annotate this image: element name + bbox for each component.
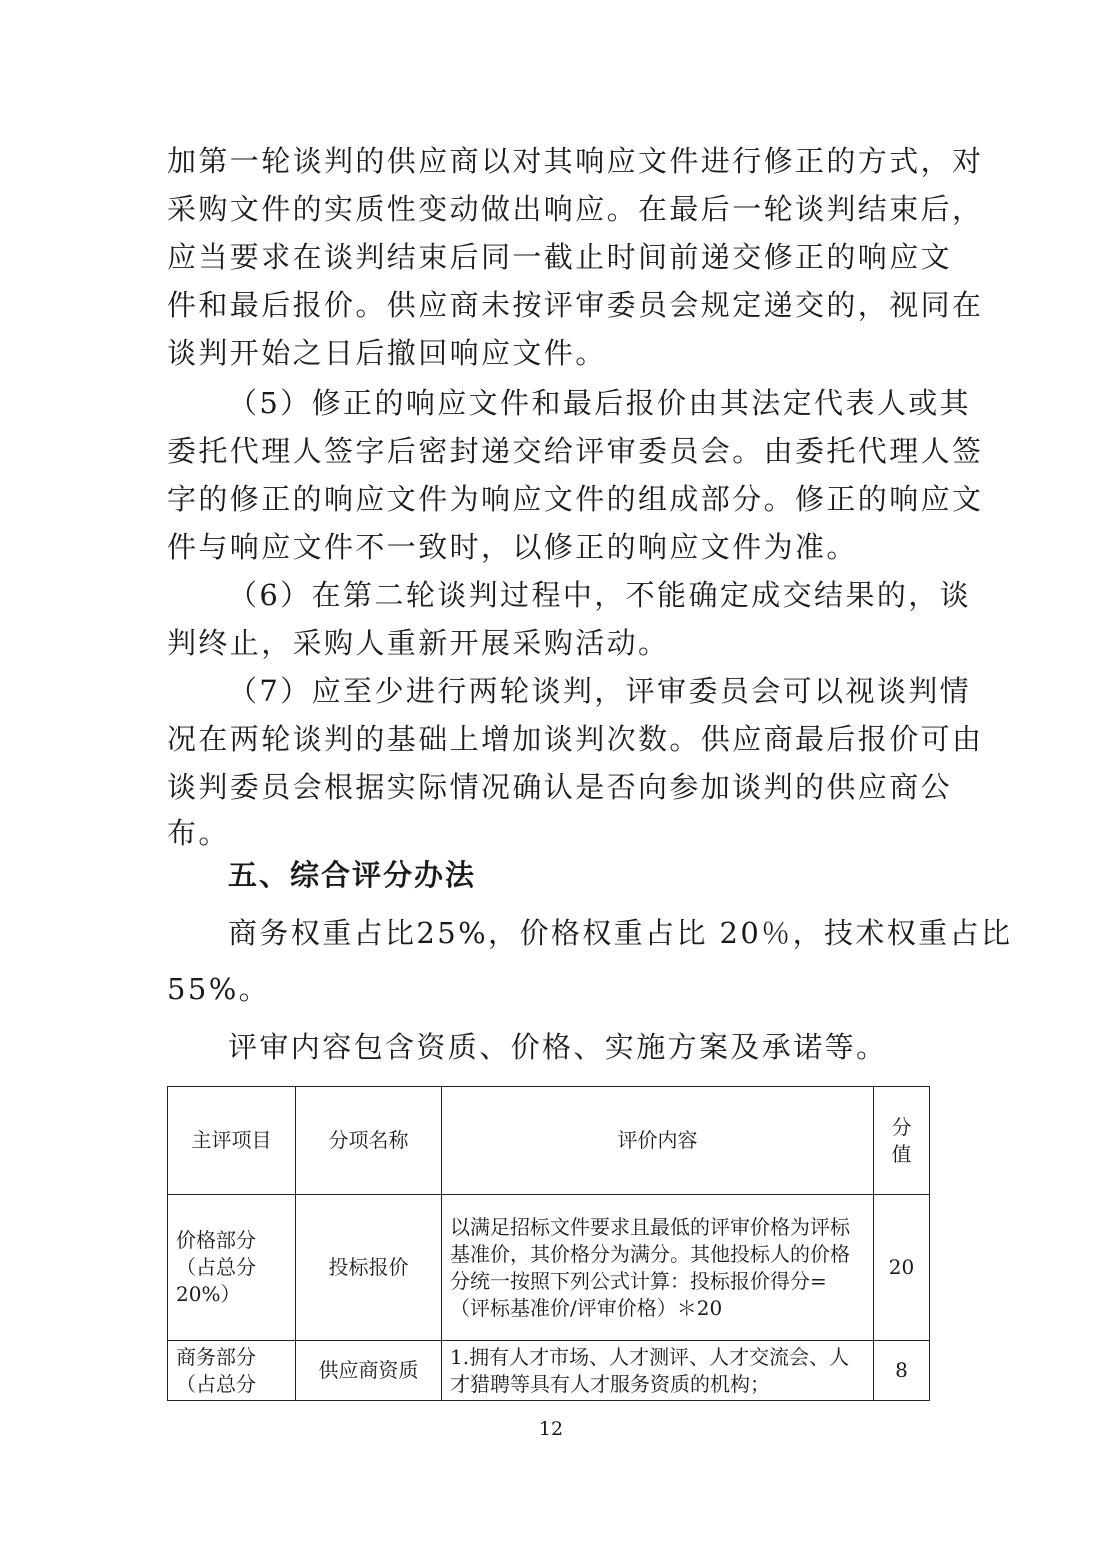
cell-sub-item: 供应商资质	[296, 1341, 442, 1401]
paragraph-line: 加第一轮谈判的供应商以对其响应文件进行修正的方式，对	[167, 144, 984, 178]
review-content-line: 评审内容包含资质、价格、实施方案及承诺等。	[228, 1030, 888, 1064]
paragraph-line: 件与响应文件不一致时，以修正的响应文件为准。	[167, 530, 858, 564]
paragraph-line: 谈判委员会根据实际情况确认是否向参加谈判的供应商公	[167, 770, 953, 804]
header-sub-item: 分项名称	[296, 1087, 442, 1195]
table-row	[168, 1195, 930, 1341]
paragraph-line: 委托代理人签字后密封递交给评审委员会。由委托代理人签	[167, 434, 984, 468]
scoring-table	[167, 1086, 930, 1401]
weights-line: 商务权重占比25%，价格权重占比 20％，技术权重占比	[228, 916, 1013, 950]
cell-score: 8	[874, 1341, 930, 1401]
page-number: 12	[538, 1418, 564, 1440]
header-score: 分值	[874, 1087, 930, 1195]
paragraph-line: （6）在第二轮谈判过程中，不能确定成交结果的，谈	[228, 578, 972, 612]
paragraph-line: 谈判开始之日后撤回响应文件。	[167, 336, 607, 370]
paragraph-line: 布。	[167, 816, 230, 850]
table-header-row	[168, 1087, 930, 1195]
cell-content: 以满足招标文件要求且最低的评审价格为评标基准价，其价格分为满分。其他投标人的价格分统一按照下列公式计算：投标报价得分=（评标基准价/评审价格）＊20	[442, 1195, 874, 1341]
cell-content: 1.拥有人才市场、人才测评、人才交流会、人才猎聘等具有人才服务资质的机构；	[442, 1341, 874, 1401]
paragraph-line: 采购文件的实质性变动做出响应。在最后一轮谈判结束后，	[167, 192, 984, 226]
cell-main-item: 价格部分（占总分20%）	[168, 1195, 296, 1341]
header-main-item: 主评项目	[168, 1087, 296, 1195]
cell-score: 20	[874, 1195, 930, 1341]
weights-line: 55%。	[167, 972, 271, 1006]
header-content: 评价内容	[442, 1087, 874, 1195]
paragraph-line: 判终止，采购人重新开展采购活动。	[167, 626, 670, 660]
cell-sub-item: 投标报价	[296, 1195, 442, 1341]
paragraph-line: （5）修正的响应文件和最后报价由其法定代表人或其	[228, 386, 972, 420]
section-heading: 五、综合评分办法	[228, 858, 477, 892]
table-row	[168, 1341, 930, 1401]
cell-main-item: 商务部分（占总分	[168, 1341, 296, 1401]
paragraph-line: 况在两轮谈判的基础上增加谈判次数。供应商最后报价可由	[167, 722, 984, 756]
paragraph-line: 字的修正的响应文件为响应文件的组成部分。修正的响应文	[167, 482, 984, 516]
paragraph-line: 件和最后报价。供应商未按评审委员会规定递交的，视同在	[167, 288, 984, 322]
paragraph-line: （7）应至少进行两轮谈判，评审委员会可以视谈判情	[228, 674, 972, 708]
paragraph-line: 应当要求在谈判结束后同一截止时间前递交修正的响应文	[167, 240, 953, 274]
